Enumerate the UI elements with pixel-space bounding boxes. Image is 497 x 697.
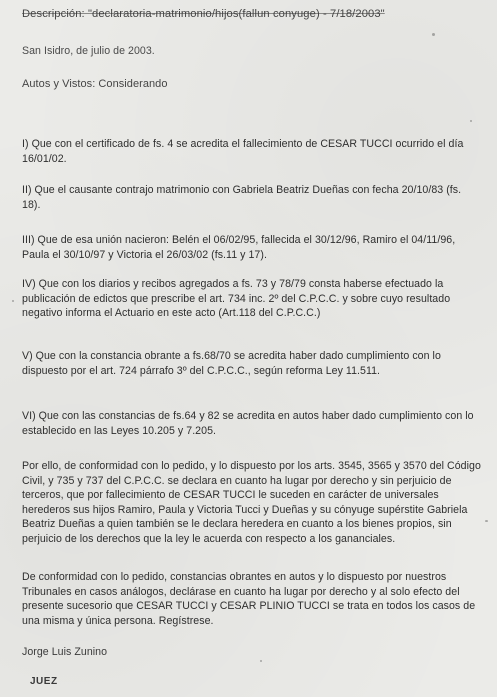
paragraph-4: IV) Que con los diarios y recibos agregados a fs. 73 y 78/79 consta haberse efectuado la publicación de edictos que prescribe el art. 734 inc. 2º del C.P.C.C. y sobre cuyo resultado negativo informa el Actuario en este acto (Art.118 del C.P.C.C.): [22, 278, 451, 320]
scan-speck: [485, 520, 488, 522]
paragraph-1: I) Que con el certificado de fs. 4 se acredita el fallecimiento de CESAR TUCCI ocurrido el día 16/01/02.: [22, 138, 464, 165]
scan-speck: [432, 33, 435, 36]
autos-vistos-heading: Autos y Vistos: Considerando: [22, 78, 168, 90]
paragraph-3: III) Que de esa unión nacieron: Belén el 06/02/95, fallecida el 30/12/96, Ramiro el 04/11/96, Paula el 30/10/97 y Victoria el 26/03/02 (fs.11 y 17).: [22, 234, 456, 261]
ruling-paragraph: Por ello, de conformidad con lo pedido, y lo dispuesto por los arts. 3545, 3565 y 3570 del Código Civil, y 735 y 737 del C.P.C.C. se declara en cuanto ha lugar por derecho y sin perjuicio de terceros, que por fallecimiento de CESAR TUCCI le suceden en carácter de universales herederos sus hijos Ramiro, Paula y Victoria Tucci y Dueñas y su cónyuge supérstite Gabriela Beatriz Dueñas a quien también se le declara heredera en cuanto a los bienes propios, sin perjuicio de los derechos que la ley le acuerda con respecto a los gananciales.: [22, 460, 481, 545]
place-date-line: San Isidro, de julio de 2003.: [22, 45, 155, 57]
paragraph-2: II) Que el causante contrajo matrimonio con Gabriela Beatriz Dueñas con fecha 20/10/83 (fs. 18).: [22, 184, 462, 211]
paragraph-5: V) Que con la constancia obrante a fs.68/70 se acredita haber dado cumplimiento con lo dispuesto por el art. 724 párrafo 3º del C.P.C.C., según reforma Ley 11.511.: [22, 350, 441, 377]
scan-speck: [260, 660, 262, 662]
paragraph-6: VI) Que con las constancias de fs.64 y 82 se acredita en autos haber dado cumplimiento con lo establecido en las Leyes 10.205 y 7.205.: [22, 410, 474, 437]
scan-speck: [12, 300, 14, 302]
signer-title: JUEZ: [30, 676, 58, 687]
signer-name: Jorge Luis Zunino: [22, 646, 108, 658]
document-description-header: Descripción: "declaratoria-matrimonio/hijos(fallun conyuge) - 7/18/2003": [22, 8, 385, 20]
scan-speck: [470, 120, 472, 122]
identity-declaration-paragraph: De conformidad con lo pedido, constancias obrantes en autos y lo dispuesto por nuestros Tribunales en casos análogos, declárase en cuanto ha lugar por derecho y al solo efecto del presente sucesorio que CESAR TUCCI y CESAR PLINIO TUCCI se trata en todos los casos de una misma y única persona. Regístrese.: [22, 571, 476, 627]
